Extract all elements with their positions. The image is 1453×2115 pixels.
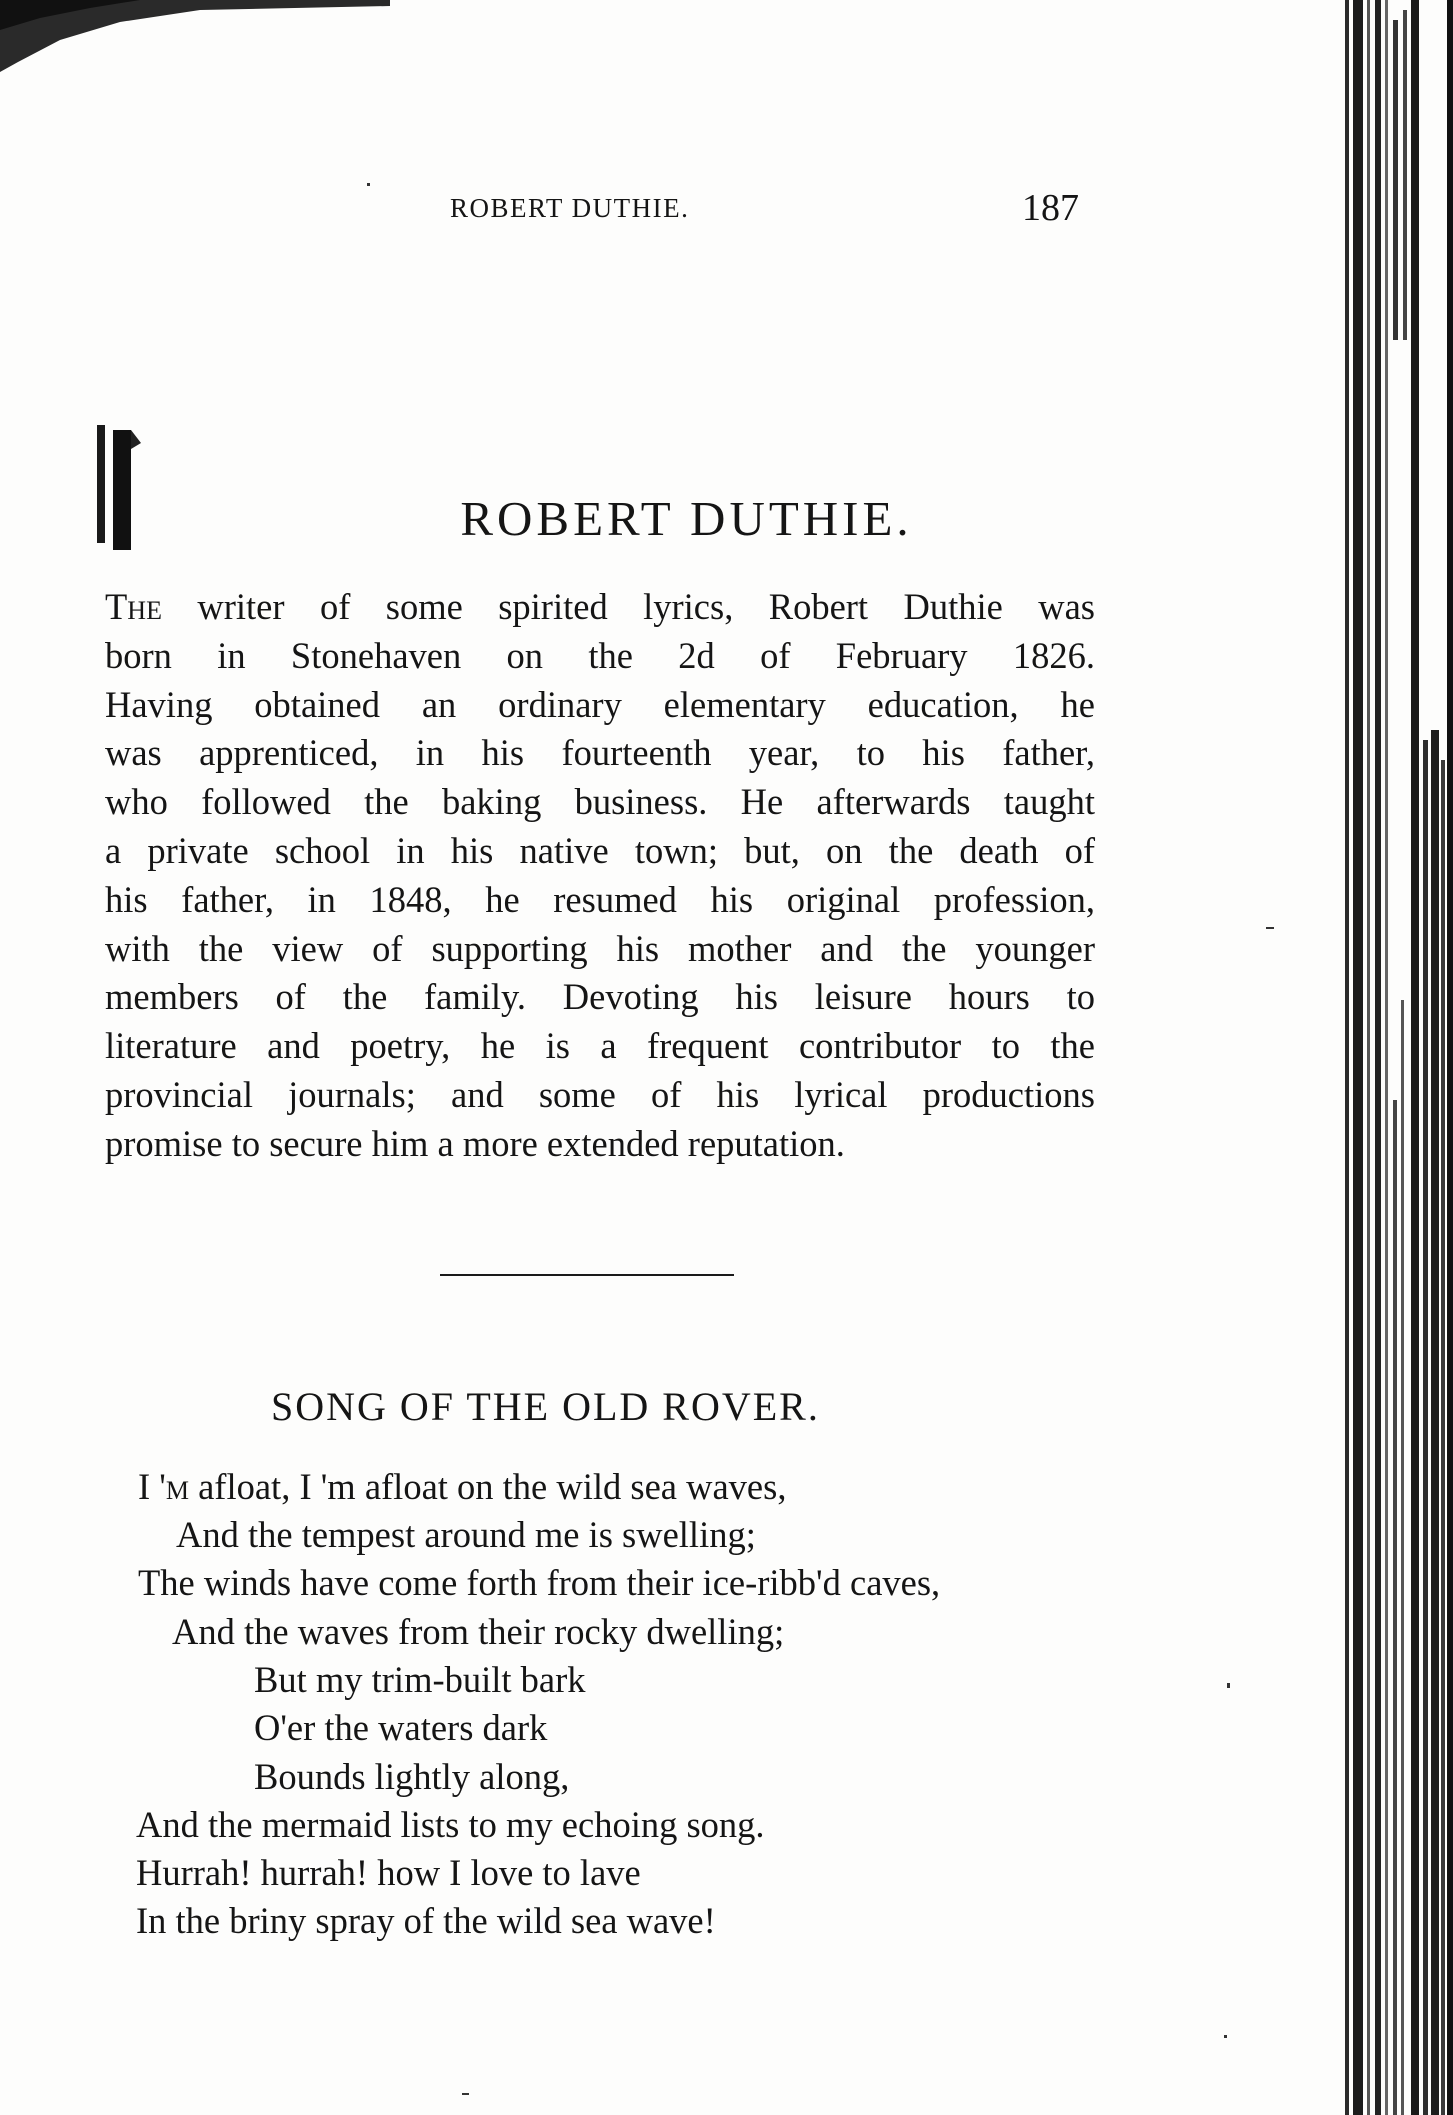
bio-line: with the view of supporting his mother and the younger	[105, 927, 1095, 969]
scan-speck	[1227, 1683, 1230, 1688]
section-divider	[440, 1274, 734, 1276]
scan-speck	[1266, 927, 1274, 929]
page-number: 187	[1022, 187, 1079, 229]
bio-line: born in Stonehaven on the 2d of February 1826.	[105, 634, 1095, 676]
bio-line: literature and poetry, he is a frequent contributor to the	[105, 1025, 1095, 1067]
bio-line: promise to secure him a more extended reputation.	[105, 1122, 845, 1164]
poem-line: The winds have come forth from their ice-ribb'd caves,	[138, 1562, 941, 1603]
bio-first-word: The	[105, 586, 162, 627]
biography-paragraph	[105, 583, 1095, 1169]
bio-line: The writer of some spirited lyrics, Robert Duthie was	[105, 586, 1095, 627]
scan-spine-edge	[1341, 0, 1453, 2115]
poem-title: SONG OF THE OLD ROVER.	[271, 1384, 820, 1429]
scan-corner-smudge	[0, 0, 390, 75]
bio-line: a private school in his native town; but, on the death of	[105, 829, 1095, 871]
poem-line: Bounds lightly along,	[254, 1756, 570, 1797]
bio-line: members of the family. Devoting his leisure hours to	[105, 976, 1095, 1018]
scan-speck	[367, 183, 370, 186]
section-title: ROBERT DUTHIE.	[460, 491, 913, 546]
bio-line: provincial journals; and some of his lyrical productions	[105, 1073, 1095, 1115]
bio-line: his father, in 1848, he resumed his original profession,	[105, 878, 1095, 920]
running-head: ROBERT DUTHIE.	[450, 193, 690, 223]
poem-line: In the briny spray of the wild sea wave!	[136, 1900, 716, 1941]
poem-line: I 'm afloat, I 'm afloat on the wild sea waves,	[138, 1466, 787, 1507]
bio-line: was apprenticed, in his fourteenth year, to his father,	[105, 732, 1095, 774]
scan-speck	[462, 2093, 469, 2095]
scan-speck	[1224, 2035, 1227, 2038]
poem-line: Hurrah! hurrah! how I love to lave	[136, 1852, 641, 1893]
poem-line: But my trim-built bark	[254, 1659, 586, 1700]
bio-line: Having obtained an ordinary elementary education, he	[105, 683, 1095, 725]
poem-line: O'er the waters dark	[254, 1707, 548, 1748]
poem-line: And the waves from their rocky dwelling;	[172, 1611, 785, 1652]
bio-line: who followed the baking business. He afterwards taught	[105, 781, 1095, 823]
poem-line: And the tempest around me is swelling;	[176, 1514, 756, 1555]
poem-line: And the mermaid lists to my echoing song.	[136, 1804, 765, 1845]
